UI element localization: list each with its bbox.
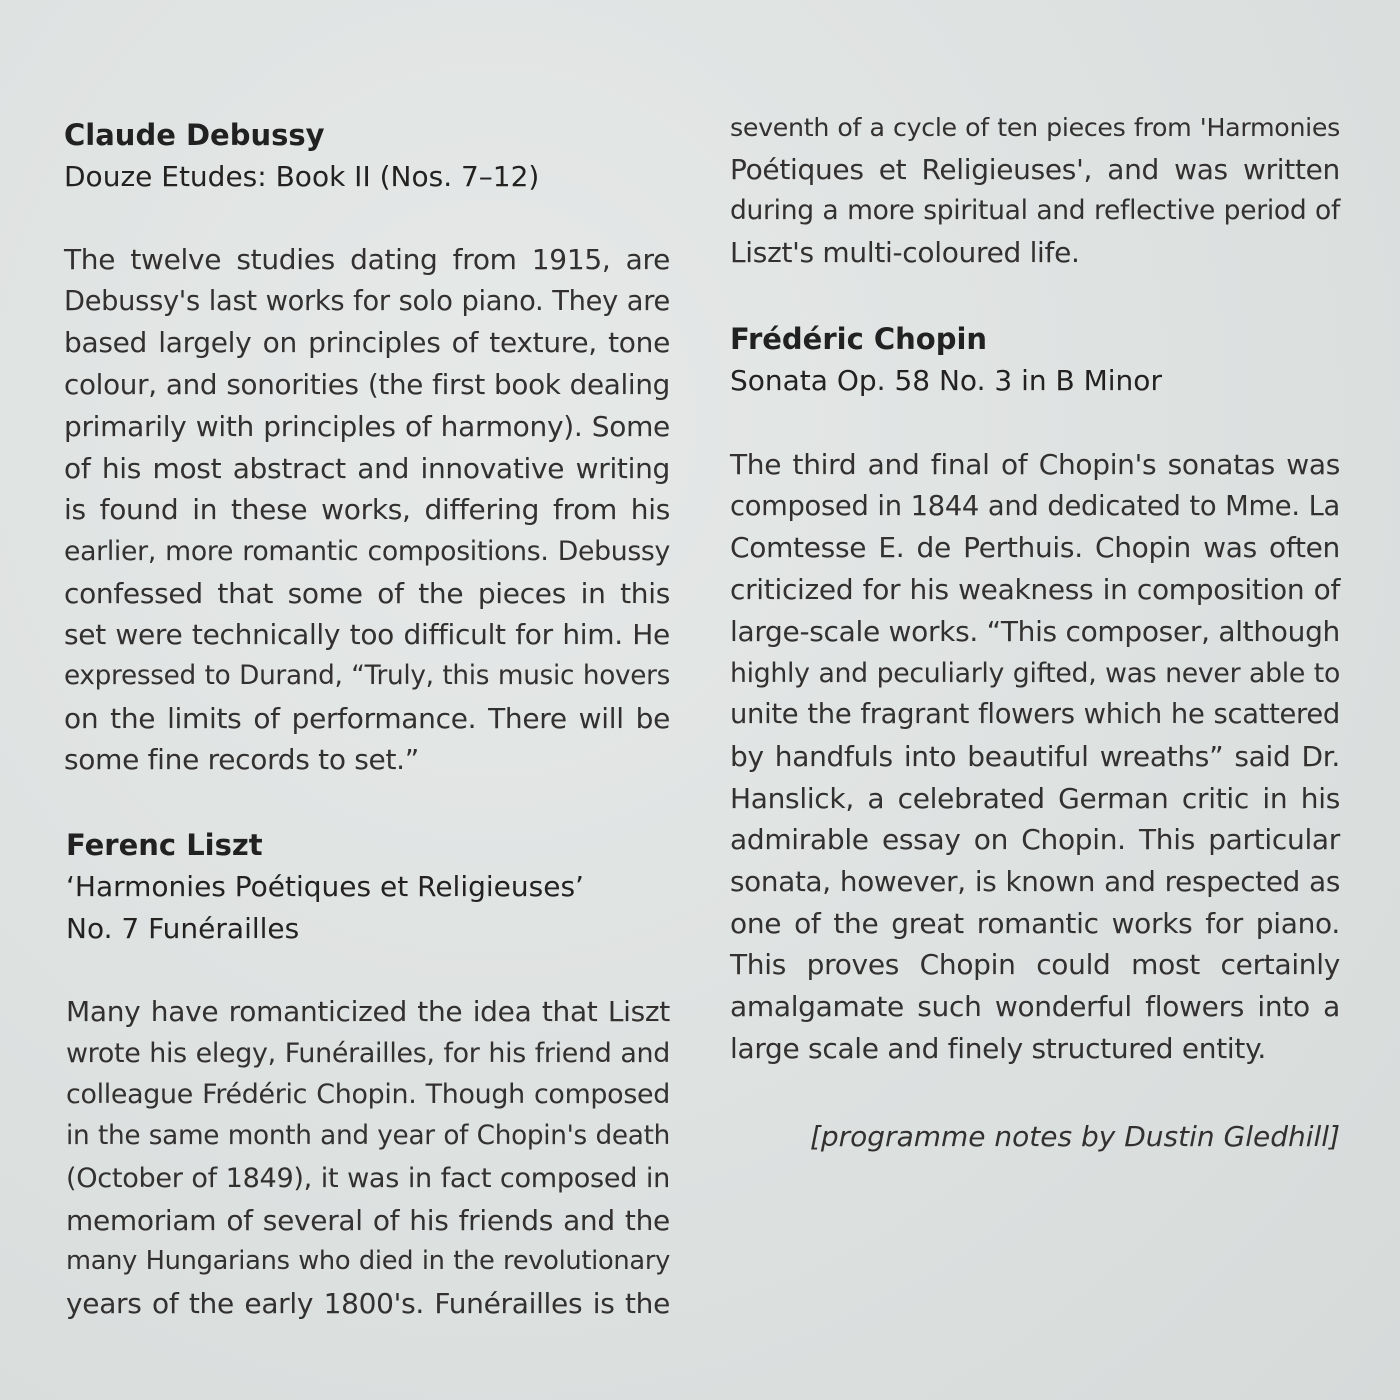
text-line: Many have romanticized the idea that Liszt <box>66 995 670 1028</box>
text-line: This proves Chopin could most certainly <box>730 948 1340 982</box>
text-line: colleague Frédéric Chopin. Though composed <box>66 1079 670 1111</box>
text-line: large scale and finely structured entity. <box>730 1031 1266 1065</box>
text-line: composed in 1844 and dedicated to Mme. La <box>730 490 1340 522</box>
text-line: seventh of a cycle of ten pieces from 'Harmonies <box>730 113 1340 142</box>
text-line: sonata, however, is known and respected as <box>730 865 1340 899</box>
text-line: is found in these works, differing from his <box>64 493 670 527</box>
text-line: criticized for his weakness in composition of <box>730 573 1340 607</box>
text-line: many Hungarians who died in the revolutionary <box>66 1246 670 1277</box>
text-line: of his most abstract and innovative writing <box>64 451 670 485</box>
text-line: expressed to Durand, “Truly, this music hovers <box>64 661 670 692</box>
composer-heading-liszt: Ferenc Liszt <box>66 828 263 862</box>
text-line: memoriam of several of his friends and the <box>66 1203 670 1237</box>
work-title-debussy: Douze Etudes: Book II (Nos. 7–12) <box>64 160 540 193</box>
text-line: primarily with principles of harmony). Some <box>64 409 670 443</box>
text-line: years of the early 1800's. Funérailles is the <box>66 1286 670 1320</box>
composer-heading-debussy: Claude Debussy <box>64 118 325 152</box>
text-line: by handfuls into beautiful wreaths” said Dr. <box>730 739 1340 773</box>
text-line: The twelve studies dating from 1915, are <box>64 243 670 276</box>
work-title-liszt-line2: No. 7 Funérailles <box>66 912 300 945</box>
work-title-liszt-line1: ‘Harmonies Poétiques et Religieuses’ <box>66 870 584 903</box>
text-line: (October of 1849), it was in fact composed in <box>66 1162 670 1194</box>
text-line: The third and final of Chopin's sonatas was <box>730 448 1340 481</box>
text-line: earlier, more romantic compositions. Debussy <box>64 535 670 567</box>
text-line: Poétiques et Religieuses', and was written <box>730 152 1340 186</box>
text-line: during a more spiritual and reflective period of <box>730 195 1340 227</box>
work-title-chopin: Sonata Op. 58 No. 3 in B Minor <box>730 364 1162 397</box>
paragraph-liszt <box>66 991 670 1325</box>
text-line: wrote his elegy, Funérailles, for his friend and <box>66 1037 670 1069</box>
text-line: on the limits of performance. There will be <box>64 701 670 735</box>
text-line: Liszt's multi-coloured life. <box>730 236 1080 270</box>
paragraph-debussy <box>64 239 670 781</box>
text-line: large-scale works. “This composer, although <box>730 614 1340 648</box>
text-line: highly and peculiarly gifted, was never able to <box>730 657 1340 689</box>
text-line: colour, and sonorities (the first book dealing <box>64 368 670 402</box>
text-line: some fine records to set.” <box>64 743 419 777</box>
text-line: one of the great romantic works for piano. <box>730 906 1340 940</box>
text-line: set were technically too difficult for him. He <box>64 618 670 652</box>
text-line: based largely on principles of texture, tone <box>64 326 670 360</box>
text-line: Hanslick, a celebrated German critic in his <box>730 781 1340 815</box>
text-line: confessed that some of the pieces in this <box>64 576 670 610</box>
paragraph-chopin <box>730 444 1340 1070</box>
text-line: Debussy's last works for solo piano. They are <box>64 285 670 317</box>
paragraph-liszt-continued <box>730 107 1340 274</box>
text-line: amalgamate such wonderful flowers into a <box>730 990 1340 1024</box>
text-line: Comtesse E. de Perthuis. Chopin was often <box>730 531 1340 565</box>
text-line: in the same month and year of Chopin's death <box>66 1121 670 1152</box>
programme-notes-credit: [programme notes by Dustin Gledhill] <box>809 1120 1340 1153</box>
text-line: unite the fragrant flowers which he scattered <box>730 699 1340 731</box>
composer-heading-chopin: Frédéric Chopin <box>730 322 988 356</box>
text-line: admirable essay on Chopin. This particular <box>730 823 1340 857</box>
